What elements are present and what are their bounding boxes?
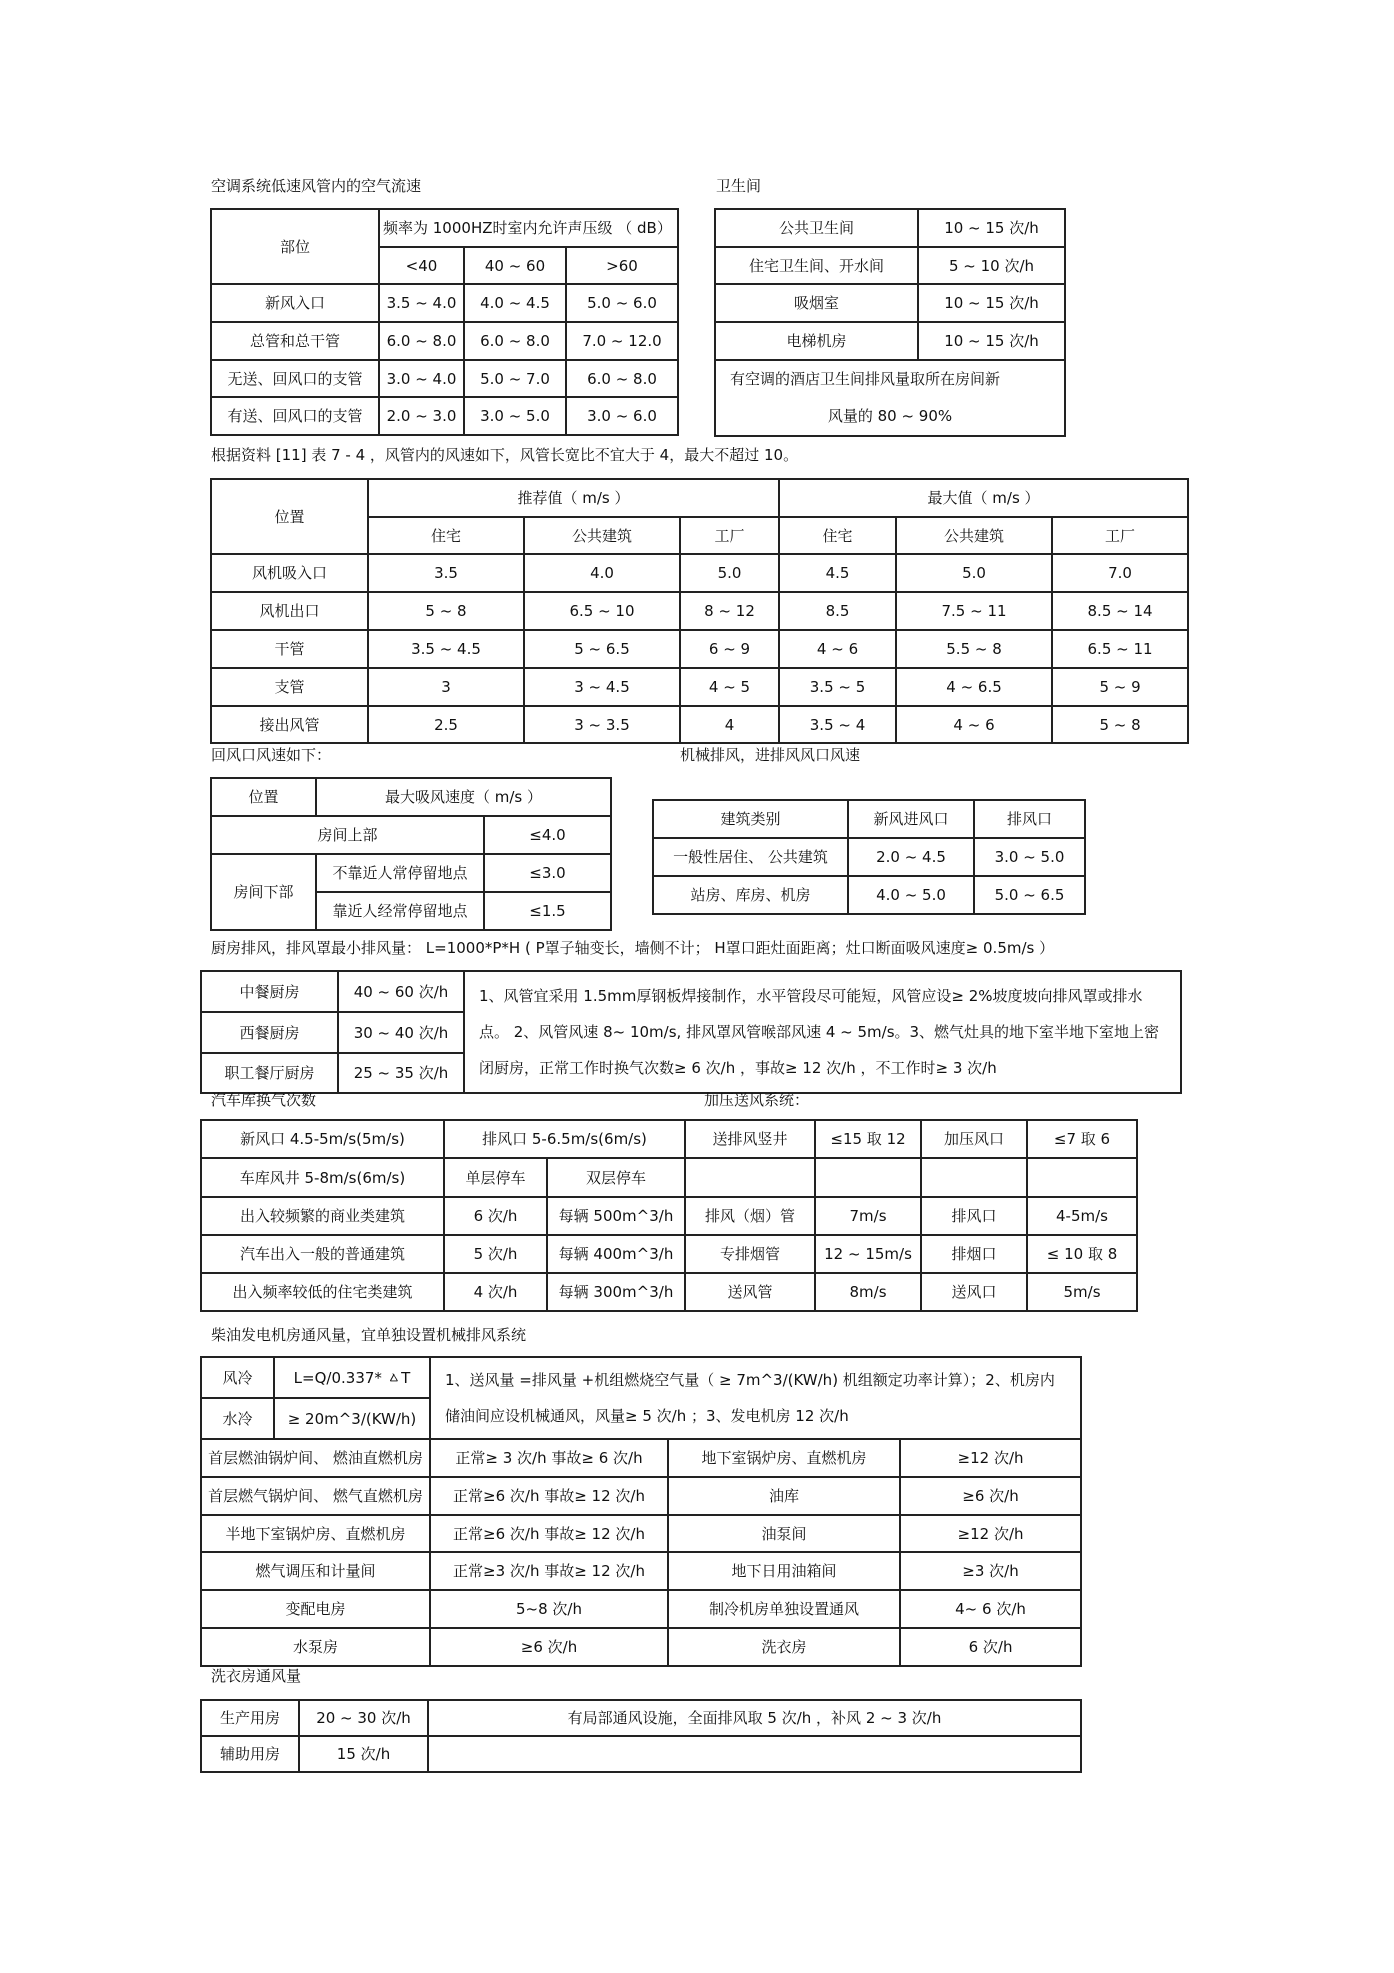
cell: 新风入口 [211,284,379,322]
cell: 2.0 ~ 4.5 [848,838,974,876]
cell: 每辆 500m^3/h [547,1197,685,1235]
table-return-air [210,777,612,931]
cell: 制冷机房单独设置通风 [668,1590,900,1628]
cell: ≤4.0 [484,816,611,854]
cell: 6 ~ 9 [680,630,779,668]
cell: 油库 [668,1477,900,1515]
cell [428,1736,1081,1772]
cell: 5m/s [1027,1273,1137,1311]
cell: 4 ~ 6 [896,706,1052,743]
caption-mech-exhaust: 机械排风，进排风风口风速 [680,746,861,764]
cell: 10 ~ 15 次/h [918,322,1065,360]
cell: 房间上部 [211,816,484,854]
header-cell: 建筑类别 [653,800,848,838]
cell: 地下日用油箱间 [668,1552,900,1590]
table-row [201,1552,1081,1590]
cell: 加压风口 [921,1120,1027,1158]
table-row [653,876,1085,914]
caption-pressurization: 加压送风系统： [704,1091,810,1109]
cell: 3.0 ~ 6.0 [566,397,678,435]
cell: 5 ~ 9 [1052,668,1188,706]
cell: 排风口 5-6.5m/s(6m/s) [444,1120,685,1158]
cell: 5 ~ 10 次/h [918,247,1065,284]
table-row [201,1439,1081,1477]
cell: 5.0 ~ 7.0 [464,360,566,397]
caption-toilet: 卫生间 [716,177,762,195]
table-row [201,971,1181,1012]
table-duct-velocity [210,208,679,436]
cell: 水冷 [201,1398,274,1439]
table-duct-speed [210,478,1189,744]
cell: 公共卫生间 [715,209,918,247]
header-freq: 频率为 1000HZ时室内允许声压级 （ dB） [379,209,678,247]
cell: 西餐厨房 [201,1012,338,1053]
cell: 无送、回风口的支管 [211,360,379,397]
table-row [201,1273,1137,1311]
table-row [211,668,1188,706]
cell: 送排风竖井 [685,1120,815,1158]
caption-garage: 汽车库换气次数 [211,1091,317,1109]
cell: 3.5 ~ 4 [779,706,896,743]
table-row [211,360,678,397]
cell: 4 ~ 5 [680,668,779,706]
cell: 4-5m/s [1027,1197,1137,1235]
cell: 正常≥3 次/h 事故≥ 12 次/h [430,1552,668,1590]
cell: 15 次/h [299,1736,428,1772]
cell: 一般性居住、 公共建筑 [653,838,848,876]
cell [685,1158,815,1197]
cell: ≥ 20m^3/(KW/h) [274,1398,430,1439]
cell: 3.5 ~ 5 [779,668,896,706]
cell: 有局部通风设施，全面排风取 5 次/h ，补风 2 ~ 3 次/h [428,1700,1081,1736]
cell: 送风口 [921,1273,1027,1311]
cell: 4 次/h [444,1273,547,1311]
header-max-suction: 最大吸风速度（ m/s ） [316,778,611,816]
table-row [715,284,1065,322]
table-row [201,1357,1081,1398]
table-generator [200,1356,1082,1667]
table-row [211,630,1188,668]
cell: 双层停车 [547,1158,685,1197]
cell: 出入较频繁的商业类建筑 [201,1197,444,1235]
cell: 6.0 ~ 8.0 [566,360,678,397]
cell: ≥3 次/h [900,1552,1081,1590]
caption-duct-velocity: 空调系统低速风管内的空气流速 [211,177,422,195]
cell: 专排烟管 [685,1235,815,1273]
table-row [715,247,1065,284]
table-row [211,322,678,360]
header-sub: 住宅 [779,517,896,554]
table-row [211,397,678,435]
cell: 7.5 ~ 11 [896,592,1052,630]
table-row [201,1477,1081,1515]
header-part: 部位 [211,209,379,284]
header-position: 位置 [211,778,316,816]
cell: 25 ~ 35 次/h [338,1053,464,1093]
table-toilet [714,208,1066,437]
cell: ≥12 次/h [900,1515,1081,1552]
header-cell: 排风口 [974,800,1085,838]
cell: 6.5 ~ 11 [1052,630,1188,668]
cell: 5~8 次/h [430,1590,668,1628]
table-row [211,854,611,892]
cell: 排烟口 [921,1235,1027,1273]
cell: ≤ 10 取 8 [1027,1235,1137,1273]
cell: 5 ~ 8 [1052,706,1188,743]
cell: 靠近人经常停留地点 [316,892,484,930]
cell [1027,1158,1137,1197]
cell: 5.0 ~ 6.5 [974,876,1085,914]
cell: 6.0 ~ 8.0 [464,322,566,360]
header-position: 位置 [211,479,368,554]
table-mech-exhaust [652,799,1086,915]
cell: 出入频率较低的住宅类建筑 [201,1273,444,1311]
header-cell: 新风进风口 [848,800,974,838]
toilet-note-line2: 风量的 80 ~ 90% [827,407,953,425]
generator-note: 1、送风量 =排风量 +机组燃烧空气量（ ≥ 7m^3/(KW/h) 机组额定功率计算）；2、机房内储油间应设机械通风，风量≥ 5 次/h ；3、发电机房 12 次/h [430,1357,1081,1439]
cell: 40 ~ 60 次/h [338,971,464,1012]
cell: 3.0 ~ 5.0 [464,397,566,435]
cell: 3 ~ 4.5 [524,668,680,706]
cell: 6 次/h [444,1197,547,1235]
cell: 变配电房 [201,1590,430,1628]
cell: 30 ~ 40 次/h [338,1012,464,1053]
table-row [715,209,1065,247]
cell: 3.5 ~ 4.0 [379,284,464,322]
cell: 5 次/h [444,1235,547,1273]
header-sub: 住宅 [368,517,524,554]
caption-return-air: 回风口风速如下： [211,746,332,764]
cell: 首层燃油锅炉间、 燃油直燃机房 [201,1439,430,1477]
cell: 4 ~ 6 [779,630,896,668]
cell: 8.5 ~ 14 [1052,592,1188,630]
caption-duct-speed: 根据资料 [11] 表 7 - 4 ，风管内的风速如下，风管长宽比不宜大于 4，最大不超过 10。 [211,446,799,464]
cell: 住宅卫生间、开水间 [715,247,918,284]
cell [921,1158,1027,1197]
cell: 每辆 400m^3/h [547,1235,685,1273]
table-row [715,322,1065,360]
cell: 4.5 [779,554,896,592]
cell: ≥12 次/h [900,1439,1081,1477]
table-row [211,284,678,322]
cell: 电梯机房 [715,322,918,360]
cell: 生产用房 [201,1700,299,1736]
cell: ≥6 次/h [900,1477,1081,1515]
cell: 汽车出入一般的普通建筑 [201,1235,444,1273]
cell: 正常≥6 次/h 事故≥ 12 次/h [430,1477,668,1515]
header-recommended: 推荐值（ m/s ） [368,479,779,517]
table-row [201,1736,1081,1772]
cell: 送风管 [685,1273,815,1311]
caption-generator: 柴油发电机房通风量，宜单独设置机械排风系统 [211,1326,527,1344]
kitchen-note: 1、风管宜采用 1.5mm厚钢板焊接制作，水平管段尽可能短，风管应设≥ 2%坡度坡向排风罩或排水点。 2、风管风速 8~ 10m/s, 排风罩风管喉部风速 4 ~ 5m/s。3、燃气灶具的地下室半地下室地上密闭厨房，正常工作时换气次数≥ 6 次/h ，事故≥ 12 次/h ，不工作时≥ 3 次/h [464,971,1181,1093]
header-sub: 工厂 [680,517,779,554]
cell: 6.5 ~ 10 [524,592,680,630]
cell: ≥6 次/h [430,1628,668,1666]
cell [815,1158,921,1197]
header-sub: 公共建筑 [896,517,1052,554]
cell: 排风口 [921,1197,1027,1235]
cell: 接出风管 [211,706,368,743]
cell: 2.0 ~ 3.0 [379,397,464,435]
cell: 2.5 [368,706,524,743]
cell: 12 ~ 15m/s [815,1235,921,1273]
cell: ≤1.5 [484,892,611,930]
cell: 半地下室锅炉房、直燃机房 [201,1515,430,1552]
cell: 车库风井 5-8m/s(6m/s) [201,1158,444,1197]
cell: 不靠近人常停留地点 [316,854,484,892]
table-row [201,1120,1137,1158]
cell: 总管和总干管 [211,322,379,360]
table-row [201,1197,1137,1235]
cell: 6 次/h [900,1628,1081,1666]
cell: 正常≥6 次/h 事故≥ 12 次/h [430,1515,668,1552]
cell: ≤7 取 6 [1027,1120,1137,1158]
header-col: <40 [379,247,464,284]
cell: 4 [680,706,779,743]
cell: ≤15 取 12 [815,1120,921,1158]
cell: 风冷 [201,1357,274,1398]
cell: 3.0 ~ 5.0 [974,838,1085,876]
table-row [201,1515,1081,1552]
cell: 站房、库房、机房 [653,876,848,914]
cell: 排风（烟）管 [685,1197,815,1235]
toilet-note [715,360,1065,436]
cell: 油泵间 [668,1515,900,1552]
table-row [211,706,1188,743]
cell: 风机吸入口 [211,554,368,592]
cell: 4.0 ~ 4.5 [464,284,566,322]
header-col: >60 [566,247,678,284]
cell: 辅助用房 [201,1736,299,1772]
cell: 3.5 [368,554,524,592]
cell: 7.0 [1052,554,1188,592]
header-col: 40 ~ 60 [464,247,566,284]
cell: 4 ~ 6.5 [896,668,1052,706]
cell: 5.5 ~ 8 [896,630,1052,668]
table-row [211,592,1188,630]
cell: 5.0 ~ 6.0 [566,284,678,322]
header-sub: 公共建筑 [524,517,680,554]
cell: 职工餐厅厨房 [201,1053,338,1093]
cell: 地下室锅炉房、直燃机房 [668,1439,900,1477]
cell: 中餐厨房 [201,971,338,1012]
cell: 8 ~ 12 [680,592,779,630]
cell: ≤3.0 [484,854,611,892]
header-maximum: 最大值（ m/s ） [779,479,1188,517]
table-row [201,1700,1081,1736]
cell: 支管 [211,668,368,706]
cell: 4~ 6 次/h [900,1590,1081,1628]
cell: 3 ~ 3.5 [524,706,680,743]
table-row [201,1628,1081,1666]
cell: 5 ~ 8 [368,592,524,630]
table-garage [200,1119,1138,1312]
table-row [201,1158,1137,1197]
cell: 正常≥ 3 次/h 事故≥ 6 次/h [430,1439,668,1477]
cell: 5.0 [680,554,779,592]
cell: 水泵房 [201,1628,430,1666]
cell: 3.0 ~ 4.0 [379,360,464,397]
cell: 4.0 [524,554,680,592]
toilet-note-line1: 有空调的酒店卫生间排风量取所在房间新 [730,370,1001,388]
cell: 洗衣房 [668,1628,900,1666]
cell: 6.0 ~ 8.0 [379,322,464,360]
cell: 5 ~ 6.5 [524,630,680,668]
cell: 房间下部 [211,854,316,930]
cell: 10 ~ 15 次/h [918,209,1065,247]
cell: 每辆 300m^3/h [547,1273,685,1311]
cell: 7m/s [815,1197,921,1235]
cell: 首层燃气锅炉间、 燃气直燃机房 [201,1477,430,1515]
cell: 7.0 ~ 12.0 [566,322,678,360]
header-sub: 工厂 [1052,517,1188,554]
table-kitchen [200,970,1182,1094]
cell: 单层停车 [444,1158,547,1197]
cell: 吸烟室 [715,284,918,322]
caption-kitchen: 厨房排风，排风罩最小排风量： L=1000*P*H ( P罩子轴变长，墙侧不计； H罩口距灶面距离；灶口断面吸风速度≥ 0.5m/s ） [211,939,1055,957]
table-row [201,1590,1081,1628]
cell: L=Q/0.337* ㅿT [274,1357,430,1398]
cell: 20 ~ 30 次/h [299,1700,428,1736]
cell: 4.0 ~ 5.0 [848,876,974,914]
cell: 3 [368,668,524,706]
caption-laundry: 洗衣房通风量 [211,1667,302,1685]
cell: 新风口 4.5-5m/s(5m/s) [201,1120,444,1158]
table-row [211,554,1188,592]
cell: 干管 [211,630,368,668]
table-row [653,838,1085,876]
cell: 8m/s [815,1273,921,1311]
cell: 有送、回风口的支管 [211,397,379,435]
cell: 10 ~ 15 次/h [918,284,1065,322]
table-row [201,1235,1137,1273]
cell: 5.0 [896,554,1052,592]
cell: 风机出口 [211,592,368,630]
table-row [211,816,611,854]
table-laundry [200,1699,1082,1773]
cell: 燃气调压和计量间 [201,1552,430,1590]
cell: 3.5 ~ 4.5 [368,630,524,668]
cell: 8.5 [779,592,896,630]
